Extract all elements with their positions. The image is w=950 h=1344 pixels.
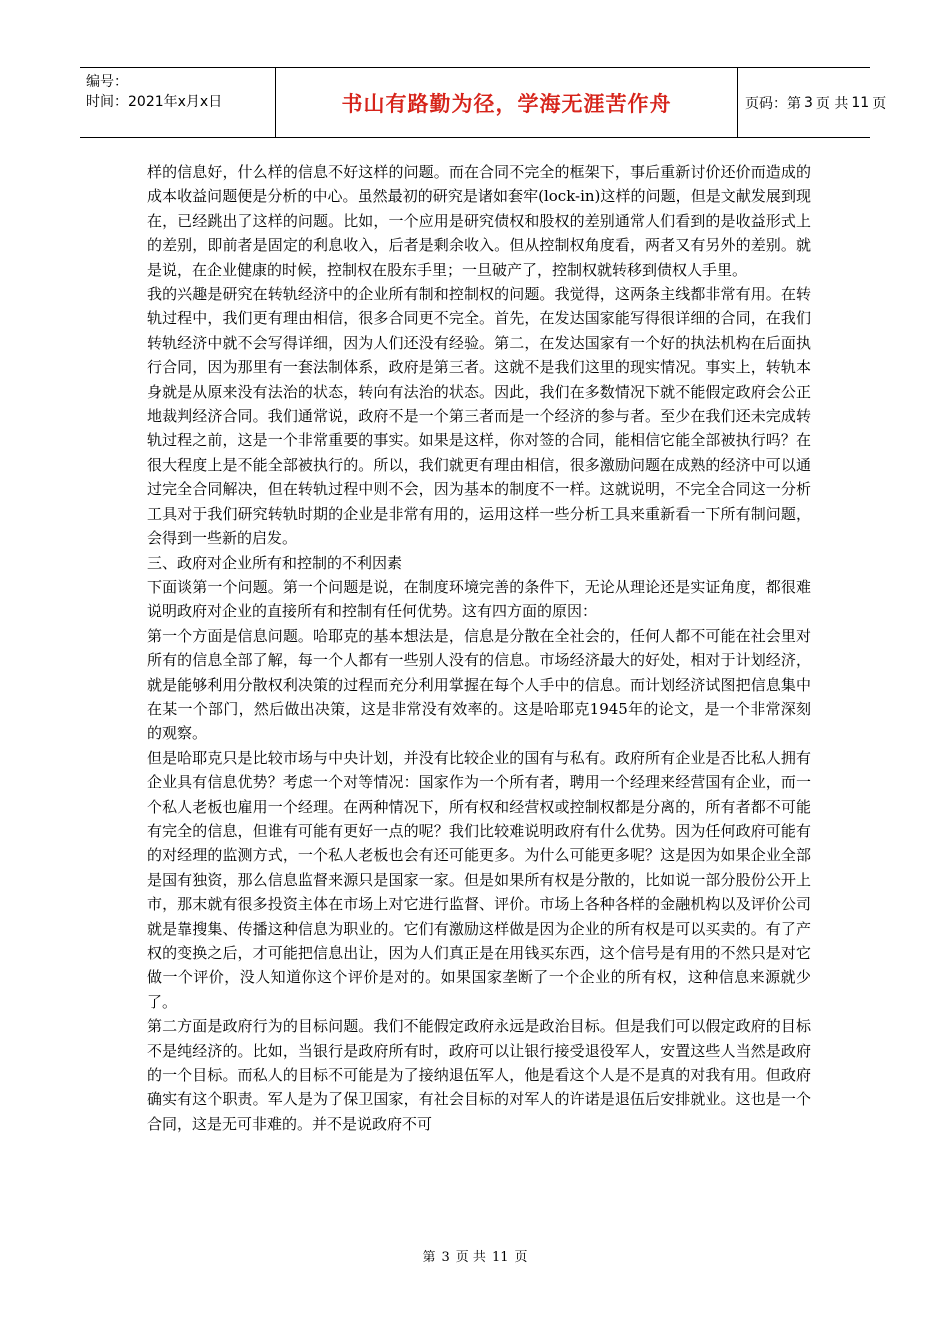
page-footer (0, 1246, 950, 1265)
page-suffix: 页 (872, 95, 887, 112)
header-page-indicator (737, 68, 887, 137)
section-heading: 三、政府对企业所有和控制的不利因素 (147, 553, 403, 572)
document-number-label: 编号： (86, 74, 128, 90)
footer-current: 3 (441, 1250, 450, 1265)
page-mid: 页 共 (815, 95, 849, 112)
footer-mid: 页 共 (455, 1250, 486, 1265)
document-date: 时间：2021年x月x日 (86, 94, 223, 110)
footer-prefix: 第 (422, 1250, 436, 1265)
page-prefix: 页码：第 (745, 95, 801, 112)
body-paragraph: 下面谈第一个问题。第一个问题是说，在制度环境完善的条件下，无论从理论还是实证角度，都很难说明政府对企业的直接所有和控制有任何优势。这有四方面的原因： (147, 577, 811, 621)
body-paragraph: 我的兴趣是研究在转轨经济中的企业所有制和控制权的问题。我觉得，这两条主线都非常有用。在转轨过程中，我们更有理由相信，很多合同更不完全。首先，在发达国家能写得很详细的合同，在我们转轨经济中就不会写得详细，因为人们还没有经验。第二，在发达国家有一个好的执法机构在后面执行合同，因为那里有一套法制体系，政府是第三者。这就不是我们这里的现实情况。事实上，转轨本身就是从原来没有法治的状态，转向有法治的状态。因此，我们在多数情况下就不能假定政府会公正地裁判经济合同。我们通常说，政府不是一个第三者而是一个经济的参与者。至少在我们还未完成转轨过程之前，这是一个非常重要的事实。如果是这样，你对签的合同，能相信它能全部被执行吗？在很大程度上是不能全部被执行的。所以，我们就更有理由相信，很多激励问题在成熟的经济中可以通过完全合同解决，但在转轨过程中则不会，因为基本的制度不一样。这就说明，不完全合同这一分析工具对于我们研究转轨时期的企业是非常有用的，运用这样一些分析工具来重新看一下所有制问题，会得到一些新的启发。 (147, 285, 811, 548)
header-slogan: 书山有路勤为径，学海无涯苦作舟 (276, 68, 738, 137)
body-paragraph: 第一个方面是信息问题。哈耶克的基本想法是，信息是分散在全社会的，任何人都不可能在社会里对所有的信息全部了解，每一个人都有一些别人没有的信息。市场经济最大的好处，相对于计划经济，就是能够利用分散权利决策的过程而充分利用掌握在每个人手中的信息。而计划经济试图把信息集中在某一个部门，然后做出决策，这是非常没有效率的。这是哈耶克1945年的论文，是一个非常深刻的观察。 (147, 626, 811, 743)
body-paragraph: 样的信息好，什么样的信息不好这样的问题。而在合同不完全的框架下，事后重新讨价还价而造成的成本收益问题便是分析的中心。虽然最初的研究是诸如套牢(lock-in)这样的问题，但是文献发展到现在，已经跳出了这样的问题。比如，一个应用是研究债权和股权的差别通常人们看到的是收益形式上的差别，即前者是固定的利息收入，后者是剩余收入。但从控制权角度看，两者又有另外的差别。就是说，在企业健康的时候，控制权在股东手里；一旦破产了，控制权就转移到债权人手里。 (147, 163, 811, 279)
footer-total: 11 (491, 1250, 509, 1265)
footer-suffix: 页 (514, 1250, 528, 1265)
header-meta (80, 68, 276, 137)
page-header (80, 67, 887, 138)
page-current: 3 (804, 94, 813, 111)
document-body (147, 160, 811, 1136)
body-paragraph: 但是哈耶克只是比较市场与中央计划，并没有比较企业的国有与私有。政府所有企业是否比私人拥有企业具有信息优势？考虑一个对等情况：国家作为一个所有者，聘用一个经理来经营国有企业，而一个私人老板也雇用一个经理。在两种情况下，所有权和经营权或控制权都是分离的，所有者都不可能有完全的信息，但谁有可能有更好一点的呢？我们比较难说明政府有什么优势。因为任何政府可能有的对经理的监测方式，一个私人老板也会有还可能更多。为什么可能更多呢？这是因为如果企业全部是国有独资，那么信息监督来源只是国家一家。但是如果所有权是分散的，比如说一部分股份公开上市，那末就有很多投资主体在市场上对它进行监督、评价。市场上各种各样的金融机构以及评价公司就是靠搜集、传播这种信息为职业的。它们有激励这样做是因为企业的所有权是可以买卖的。有了产权的变换之后，才可能把信息出让，因为人们真正是在用钱买东西，这个信号是有用的不然只是对它做一个评价，没人知道你这个评价是对的。如果国家垄断了一个企业的所有权，这种信息来源就少了。 (147, 748, 811, 1011)
body-paragraph: 第二方面是政府行为的目标问题。我们不能假定政府永远是政治目标。但是我们可以假定政府的目标不是纯经济的。比如，当银行是政府所有时，政府可以让银行接受退役军人，安置这些人当然是政府的一个目标。而私人的目标不可能是为了接纳退伍军人，他是看这个人是不是真的对我有用。但政府确实有这个职责。军人是为了保卫国家，有社会目标的对军人的许诺是退伍后安排就业。这也是一个合同，这是无可非难的。并不是说政府不可 (147, 1017, 811, 1133)
page-total: 11 (851, 94, 870, 111)
